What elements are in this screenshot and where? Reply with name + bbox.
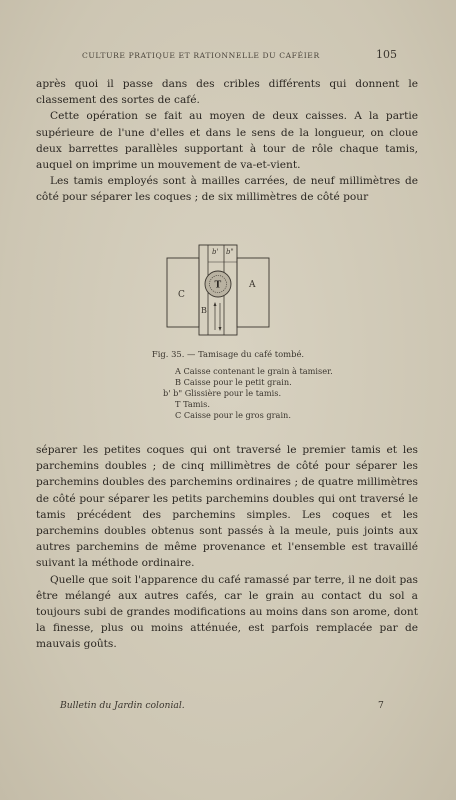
legend-item bbox=[175, 410, 333, 421]
label-b-double: b" bbox=[226, 248, 234, 256]
legend-item bbox=[163, 388, 333, 399]
sieve-diagram-drawing bbox=[164, 240, 272, 340]
legend-text: Glissière pour le tamis. bbox=[184, 388, 282, 398]
paragraph: Les tamis employés sont à mailles carrées, de neuf millimètres de côté pour séparer les coques ; de six millimètres de côté pour bbox=[36, 175, 418, 204]
signature-mark: 7 bbox=[378, 700, 384, 711]
legend-text: Caisse contenant le grain à tamiser. bbox=[183, 366, 333, 376]
box-a bbox=[237, 258, 269, 327]
arrow-head-up bbox=[214, 302, 217, 306]
legend-item bbox=[175, 377, 333, 388]
running-header bbox=[0, 48, 456, 64]
legend-text: Tamis. bbox=[183, 399, 210, 409]
label-b: B bbox=[201, 306, 207, 315]
legend-key: T bbox=[175, 399, 181, 409]
label-t: T bbox=[214, 280, 222, 291]
label-c: C bbox=[178, 290, 185, 300]
legend-key: A bbox=[175, 366, 181, 376]
paragraph: après quoi il passe dans des cribles différents qui donnent le classement des sortes de café. bbox=[36, 78, 418, 107]
journal-title: Bulletin du Jardin colonial. bbox=[60, 700, 185, 711]
legend-key: b' b" bbox=[163, 388, 183, 398]
legend-key: C bbox=[175, 410, 182, 420]
label-b-prime: b' bbox=[212, 248, 219, 256]
page-number: 105 bbox=[376, 48, 397, 61]
paragraph: séparer les petites coques qui ont traversé le premier tamis et les parchemins doubles ; de cinq millimètres de côté pour séparer les parchemins doubles des parchemins ordinaires ; de quatre millimètres de côté pour séparer les petits parchemins doubles qui ont traversé le tamis précédent des parchemins simples. Les coques et les parchemins doubles obtenus sont passés à la meule, puis joints aux autres parchemins de même provenance et l'ensemble est travaillé suivant la méthode ordinaire. bbox=[36, 444, 418, 570]
text-block-after-figure bbox=[36, 442, 418, 653]
label-a: A bbox=[249, 280, 256, 290]
page-footer bbox=[60, 700, 390, 714]
figure-legend bbox=[163, 366, 333, 421]
text-block-before-figure bbox=[36, 76, 418, 206]
legend-text: Caisse pour le petit grain. bbox=[183, 377, 292, 387]
sieve-diagram bbox=[164, 240, 272, 340]
paragraph: Quelle que soit l'apparence du café ramassé par terre, il ne doit pas être mélangé aux autres cafés, car le grain au contact du sol a toujours subi de grandes modifications au moins dans son arome, dont la finesse, plus ou moins atténuée, est parfois remplacée par de mauvais goûts. bbox=[36, 573, 418, 651]
running-title: CULTURE PRATIQUE ET RATIONNELLE DU CAFÉIER bbox=[82, 51, 320, 60]
figure-caption: Fig. 35. — Tamisage du café tombé. bbox=[151, 349, 305, 359]
legend-key: B bbox=[175, 377, 182, 387]
arrow-head-down bbox=[219, 327, 222, 331]
legend-text: Caisse pour le gros grain. bbox=[183, 410, 291, 420]
paragraph: Cette opération se fait au moyen de deux caisses. A la partie supérieure de l'une d'elles et dans le sens de la longueur, on cloue deux barrettes parallèles supportant à tour de rôle chaque tamis, auquel on imprime un mouvement de va-et-vient. bbox=[36, 110, 418, 172]
legend-item bbox=[175, 399, 333, 410]
legend-item bbox=[175, 366, 333, 377]
